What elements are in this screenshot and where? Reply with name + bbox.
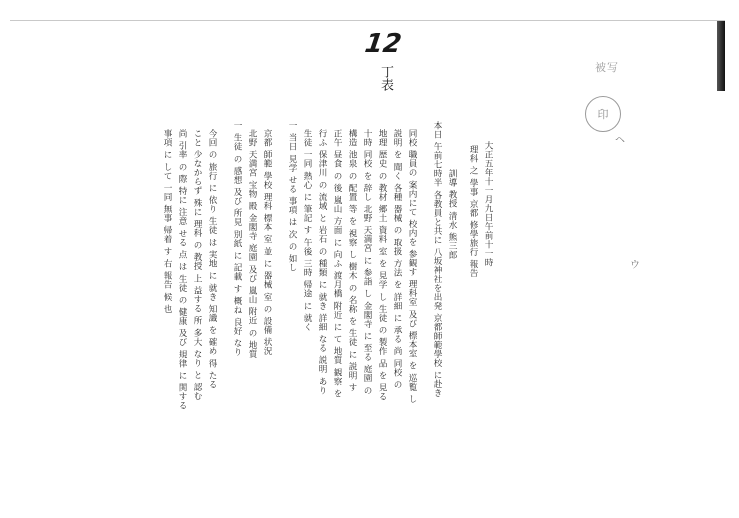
text-column: 一 生徒 の 感想 及び 所見 別紙 に 記載 す 概ね 良好 なり [232, 121, 242, 357]
margin-mark: ウ [630, 260, 640, 271]
report-author: 訓導 教授 清水 熊三郎 [447, 169, 457, 260]
page-marker: 丁表 [378, 65, 393, 91]
text-column: 本日 午前七時半 各教員と共に 八坂神社を出発 京都師範學校 に赴き [432, 121, 442, 398]
text-column: 同校 職員の 案内にて 校内を 参観す 理科室 及び 標本室 を 巡覧 し [407, 129, 417, 404]
text-column: 正午 昼食 の 後 嵐山 方面 に 向ふ 渡月橋 附近 に て 地質 観察 を [332, 129, 342, 398]
text-column: 北野 天満宮 宝物 殿 金閣寺 庭園 及び 嵐山 附近 の 地質 [247, 129, 257, 359]
report-date: 大正五年十一月九日午前十一時 [483, 141, 493, 267]
page-number: 12 [362, 29, 404, 59]
seal-text: 印 [597, 108, 609, 121]
text-column: 十時 同校 を 辞し 北野 天満宮 に 参詣 し 金閣寺 に 至る 庭園 の [362, 129, 372, 395]
text-column: 一 当日 見学 せる 事項 は 次 の 如し [287, 121, 297, 273]
text-column: 生徒 一同 熱心 に 筆記 す 午後 三時 帰途 に 就く [302, 129, 312, 332]
text-column: こと 少なからず 殊に 理科 の 教授 上 益する 所 多大 なり と 認む [192, 129, 202, 401]
text-column: 構造 池泉 の 配置 等 を 視察 し 樹木 の 名称 を 生徒 に 説明 す [347, 129, 357, 392]
manuscript-text [150, 121, 495, 501]
seal-stamp [585, 96, 621, 132]
text-column: 尚 引率 の 際 特に 注意 せる 点 は 生徒 の 健康 及び 規律 に 関する [177, 129, 187, 410]
text-column: 地理 歴史 の 教材 郷土 資料 室 を 見学 し 生徒 の 製作 品 を 見る [377, 129, 387, 401]
report-subject: 理科 之 學事 京都 修學旅行 報告 [468, 145, 478, 278]
document-sheet [10, 20, 725, 491]
binding-edge [717, 21, 725, 91]
margin-mark: ヘ [615, 135, 625, 146]
text-column: 説明 を 聞く 各種 器械 の 取扱 方法 を 詳細 に 承る 尚 同校 の [392, 129, 402, 389]
text-column: 今回 の 旅行 に 依り 生徒 は 実地 に 就き 知識 を 確め 得 たる [207, 129, 217, 389]
text-column: 事項 に して 一同 無事 帰着 す 右 報告 候 也 [162, 129, 172, 314]
text-column: 行ふ 保津川 の 流域 と 岩石 の 種類 に 就き 詳細 なる 説明 あり [317, 129, 327, 395]
seal-label: 被写 [595, 61, 619, 74]
text-column: 京都 師範 學校 理科 標本 室 並 に 器械 室 の 設備 状況 [262, 129, 272, 356]
